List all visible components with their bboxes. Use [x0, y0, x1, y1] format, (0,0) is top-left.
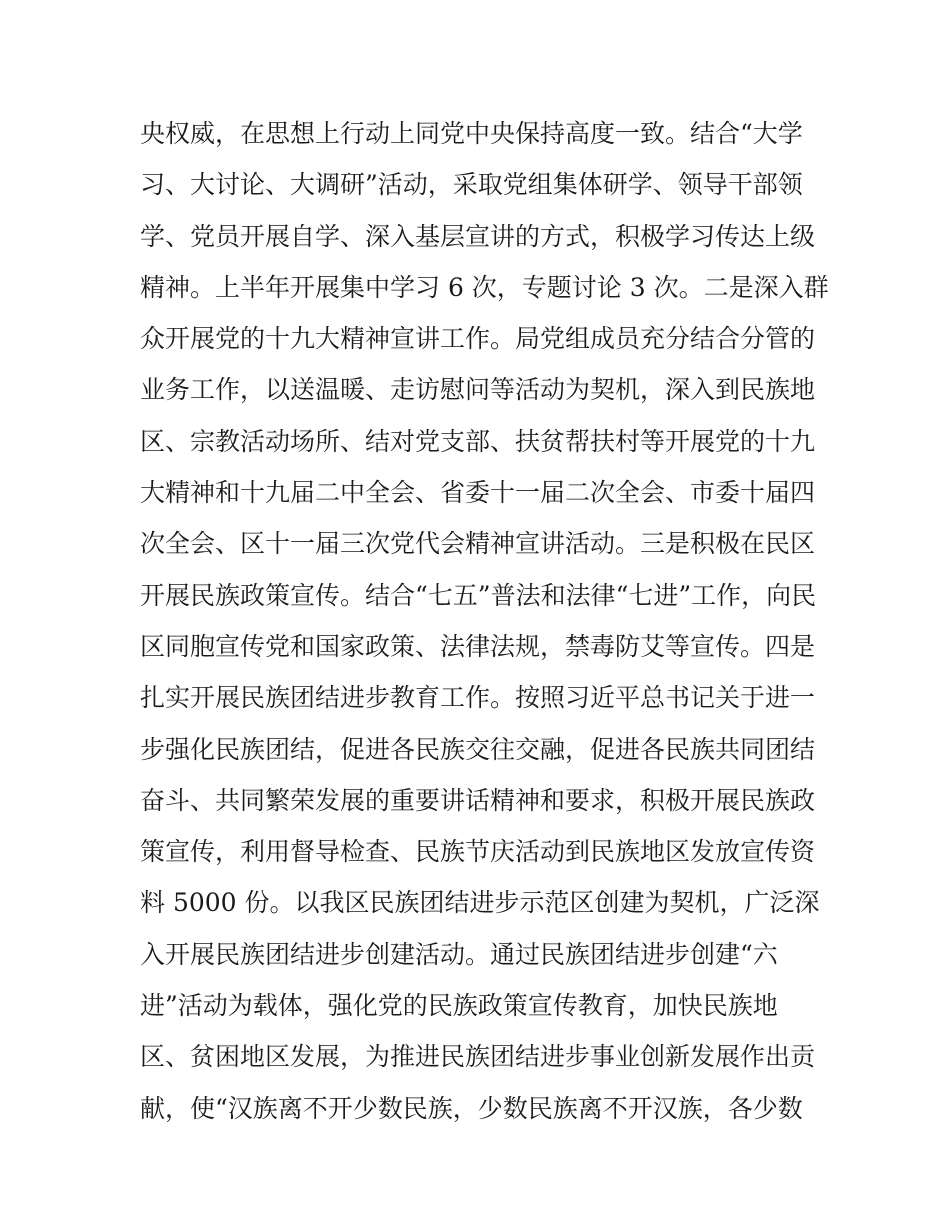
- text-line: 区、贫困地区发展，为推进民族团结进步事业创新发展作出贡: [140, 1042, 816, 1072]
- text-line: 策宣传，利用督导检查、民族节庆活动到民族地区发放宣传资: [140, 837, 816, 867]
- text-line: 区、宗教活动场所、结对党支部、扶贫帮扶村等开展党的十九: [140, 426, 816, 456]
- text-line: 步强化民族团结，促进各民族交往交融，促进各民族共同团结: [140, 734, 816, 764]
- text-line: 次全会、区十一届三次党代会精神宣讲活动。三是积极在民区: [140, 529, 816, 559]
- text-line: 献，使“汉族离不开少数民族，少数民族离不开汉族，各少数: [140, 1093, 803, 1123]
- text-line: 业务工作，以送温暖、走访慰问等活动为契机，深入到民族地: [140, 375, 816, 405]
- text-line: 众开展党的十九大精神宣讲工作。局党组成员充分结合分管的: [140, 324, 816, 354]
- text-line: 学、党员开展自学、深入基层宣讲的方式，积极学习传达上级: [140, 221, 816, 251]
- text-line: 区同胞宣传党和国家政策、法律法规，禁毒防艾等宣传。四是: [140, 631, 816, 661]
- text-line: 精神。上半年开展集中学习 6 次，专题讨论 3 次。二是深入群: [140, 272, 829, 302]
- text-line: 习、大讨论、大调研”活动，采取党组集体研学、领导干部领: [140, 170, 803, 200]
- text-line: 扎实开展民族团结进步教育工作。按照习近平总书记关于进一: [140, 683, 816, 713]
- text-line: 大精神和十九届二中全会、省委十一届二次全会、市委十届四: [140, 478, 816, 508]
- text-line: 入开展民族团结进步创建活动。通过民族团结进步创建“六: [140, 939, 778, 969]
- text-line: 奋斗、共同繁荣发展的重要讲话精神和要求，积极开展民族政: [140, 785, 816, 815]
- text-line: 进”活动为载体，强化党的民族政策宣传教育，加快民族地: [140, 991, 778, 1021]
- text-line: 料 5000 份。以我区民族团结进步示范区创建为契机，广泛深: [140, 888, 820, 918]
- text-line: 央权威，在思想上行动上同党中央保持高度一致。结合“大学: [140, 119, 803, 148]
- body-text: [140, 108, 830, 1134]
- text-line: 开展民族政策宣传。结合“七五”普法和法律“七进”工作，向民: [140, 580, 817, 610]
